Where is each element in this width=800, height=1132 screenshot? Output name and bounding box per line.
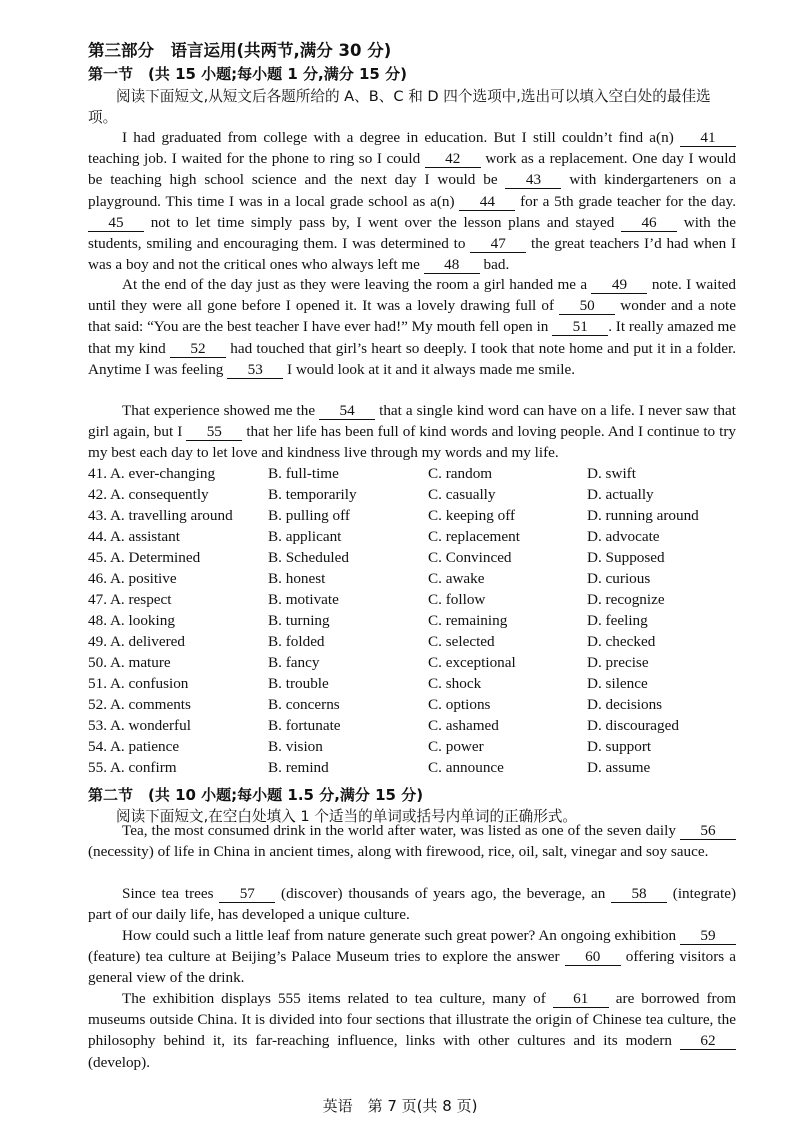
- section2-instruction: 阅读下面短文,在空白处填入 1 个适当的单词或括号内单词的正确形式。: [116, 808, 578, 825]
- option-44-b: B. applicant: [268, 528, 342, 545]
- blank-42: 42: [425, 150, 481, 168]
- option-45-d: D. Supposed: [587, 549, 665, 566]
- options-table: [88, 463, 748, 778]
- option-53-d: D. discouraged: [587, 717, 679, 734]
- option-51-c: C. shock: [428, 675, 482, 692]
- option-52-b: B. concerns: [268, 696, 340, 713]
- option-45-b: B. Scheduled: [268, 549, 349, 566]
- text: the great teachers I’d had when I was a boy and not the critical ones who always left me: [88, 235, 737, 274]
- option-48-c: C. remaining: [428, 612, 508, 629]
- option-53-c: C. ashamed: [428, 717, 499, 734]
- options-row-46: [88, 568, 748, 589]
- passage1-paragraph2: [88, 274, 736, 380]
- passage1-paragraph1: [88, 127, 736, 275]
- option-50-d: D. precise: [587, 654, 649, 671]
- option-50-c: C. exceptional: [428, 654, 516, 671]
- option-51-d: D. silence: [587, 675, 648, 692]
- text: (feature) tea culture at Beijing’s Palace Museum tries to explore the answer: [88, 948, 560, 966]
- text: That experience showed me the: [122, 402, 316, 419]
- blank-43: 43: [505, 171, 561, 189]
- option-48-d: D. feeling: [587, 612, 648, 629]
- section1-instruction: 阅读下面短文,从短文后各题所给的 A、B、C 和 D 四个选项中,选出可以填入空白处的最佳选项。: [88, 88, 711, 127]
- option-42-b: B. temporarily: [268, 486, 357, 503]
- blank-61: 61: [553, 990, 609, 1008]
- blank-60: 60: [565, 948, 621, 966]
- option-49-a: 49. A. delivered: [88, 633, 186, 650]
- option-42-c: C. casually: [428, 486, 496, 503]
- text: offering visitors a general view of the drink.: [88, 948, 737, 987]
- blank-53: 53: [227, 361, 283, 379]
- option-52-c: C. options: [428, 696, 491, 713]
- options-row-54: [88, 736, 748, 757]
- passage2-paragraph2: [88, 883, 736, 925]
- blank-54: 54: [319, 402, 375, 420]
- option-47-c: C. follow: [428, 591, 486, 608]
- blank-52: 52: [170, 340, 226, 358]
- text: had touched that girl’s heart so deeply. I took that note home and put it in a folder. Anytime I was feeling: [88, 339, 737, 378]
- options-row-44: [88, 526, 748, 547]
- blank-58: 58: [611, 885, 667, 903]
- blank-62: 62: [680, 1032, 736, 1050]
- options-row-41: [88, 463, 748, 484]
- passage2-paragraph1: [88, 820, 736, 862]
- text: note. I waited until they were all gone before I opened it. It was a lovely drawing full of: [88, 276, 736, 315]
- text: (develop).: [88, 1053, 150, 1071]
- option-55-b: B. remind: [268, 759, 329, 776]
- option-49-c: C. selected: [428, 633, 495, 650]
- option-53-a: 53. A. wonderful: [88, 717, 191, 734]
- text: How could such a little leaf from nature generate such great power? An ongoing exhibition: [122, 927, 677, 944]
- option-43-a: 43. A. travelling around: [88, 507, 233, 524]
- text: I had graduated from college with a degree in education. But I still couldn’t find a(n): [122, 129, 674, 146]
- text: teaching job. I waited for the phone to ring so I could: [88, 150, 421, 168]
- option-44-c: C. replacement: [428, 528, 520, 545]
- option-50-a: 50. A. mature: [88, 654, 171, 671]
- option-41-b: B. full-time: [268, 465, 339, 482]
- options-row-42: [88, 484, 748, 505]
- text: (discover) thousands of years ago, the beverage, an: [281, 885, 606, 902]
- option-46-c: C. awake: [428, 570, 485, 587]
- text: not to let time simply pass by, I went over the lesson plans and stayed: [150, 213, 615, 231]
- option-53-b: B. fortunate: [268, 717, 341, 734]
- text: (integrate) part of our daily life, has developed a unique culture.: [88, 885, 737, 924]
- blank-48: 48: [424, 256, 480, 274]
- option-47-d: D. recognize: [587, 591, 665, 608]
- option-48-a: 48. A. looking: [88, 612, 175, 629]
- option-47-a: 47. A. respect: [88, 591, 172, 608]
- options-row-45: [88, 547, 748, 568]
- blank-41: 41: [680, 129, 736, 147]
- option-55-c: C. announce: [428, 759, 504, 776]
- option-50-b: B. fancy: [268, 654, 320, 671]
- section2-heading: 第二节 (共 10 小题;每小题 1.5 分,满分 15 分): [88, 786, 424, 804]
- option-54-c: C. power: [428, 738, 484, 755]
- option-46-a: 46. A. positive: [88, 570, 177, 587]
- option-42-a: 42. A. consequently: [88, 486, 209, 503]
- option-45-a: 45. A. Determined: [88, 549, 201, 566]
- text: with kindergarteners on a playground. This time I was in a local grade school as a(n): [88, 171, 737, 210]
- option-52-d: D. decisions: [587, 696, 663, 713]
- blank-57: 57: [219, 885, 275, 903]
- option-51-b: B. trouble: [268, 675, 329, 692]
- blank-46: 46: [621, 214, 677, 232]
- option-46-b: B. honest: [268, 570, 326, 587]
- options-row-43: [88, 505, 748, 526]
- page-footer: 英语 第 7 页(共 8 页): [322, 1097, 478, 1115]
- option-55-a: 55. A. confirm: [88, 759, 177, 776]
- option-44-d: D. advocate: [587, 528, 660, 545]
- blank-51: 51: [552, 318, 608, 336]
- passage2-paragraph3: [88, 925, 736, 989]
- text: work as a replacement. One day I would be teaching high school science and the next day I would be: [88, 150, 737, 189]
- option-49-d: D. checked: [587, 633, 656, 650]
- option-45-c: C. Convinced: [428, 549, 512, 566]
- options-row-51: [88, 673, 748, 694]
- option-41-d: D. swift: [587, 465, 636, 482]
- text: for a 5th grade teacher for the day.: [520, 192, 737, 210]
- option-41-c: C. random: [428, 465, 493, 482]
- option-43-c: C. keeping off: [428, 507, 516, 524]
- option-54-b: B. vision: [268, 738, 323, 755]
- blank-56: 56: [680, 822, 736, 840]
- option-46-d: D. curious: [587, 570, 651, 587]
- text: Since tea trees: [122, 885, 214, 902]
- blank-55: 55: [186, 423, 242, 441]
- option-51-a: 51. A. confusion: [88, 675, 189, 692]
- text: with the students, smiling and encouraging them. I was determined to: [88, 213, 736, 253]
- passage1-paragraph3: [88, 400, 736, 464]
- text: that a single kind word can have on a life. I never saw that girl again, but I: [88, 402, 736, 441]
- options-row-47: [88, 589, 748, 610]
- text: I would look at it and it always made me smile.: [286, 360, 576, 378]
- options-row-48: [88, 610, 748, 631]
- option-55-d: D. assume: [587, 759, 651, 776]
- blank-45: 45: [88, 214, 144, 232]
- text: wonder and a note that said: “You are the best teacher I have ever had!” My mouth fell open in: [88, 297, 737, 336]
- text: Tea, the most consumed drink in the world after water, was listed as one of the seven daily: [122, 822, 676, 839]
- option-52-a: 52. A. comments: [88, 696, 191, 713]
- blank-44: 44: [459, 193, 515, 211]
- text: bad.: [483, 256, 510, 274]
- option-41-a: 41. A. ever-changing: [88, 465, 216, 482]
- blank-59: 59: [680, 927, 736, 945]
- options-row-49: [88, 631, 748, 652]
- text: At the end of the day just as they were leaving the room a girl handed me a: [122, 276, 588, 293]
- part-heading: 第三部分 语言运用(共两节,满分 30 分): [88, 41, 392, 60]
- text: that her life has been full of kind words and loving people. And I continue to try my best each day to let love and kindness live through my words and my life.: [88, 423, 737, 462]
- option-43-b: B. pulling off: [268, 507, 350, 524]
- blank-47: 47: [470, 235, 526, 253]
- blank-49: 49: [591, 276, 647, 294]
- passage2-paragraph4: [88, 988, 736, 1073]
- text: (necessity) of life in China in ancient times, along with firewood, rice, oil, salt, vinegar and soy sauce.: [88, 843, 709, 861]
- option-42-d: D. actually: [587, 486, 654, 503]
- text: are borrowed from museums outside China. It is divided into four sections that illustrate the origin of Chinese tea culture, the philosophy behind it, its far-reaching influence, links with other cultures and its modern: [88, 990, 737, 1050]
- options-row-55: [88, 757, 748, 778]
- option-49-b: B. folded: [268, 633, 325, 650]
- options-row-52: [88, 694, 748, 715]
- blank-50: 50: [559, 297, 615, 315]
- options-row-50: [88, 652, 748, 673]
- option-44-a: 44. A. assistant: [88, 528, 180, 545]
- option-43-d: D. running around: [587, 507, 699, 524]
- option-47-b: B. motivate: [268, 591, 339, 608]
- text: . It really amazed me that my kind: [88, 318, 736, 357]
- options-row-53: [88, 715, 748, 736]
- option-48-b: B. turning: [268, 612, 330, 629]
- option-54-d: D. support: [587, 738, 652, 755]
- section1-heading: 第一节 (共 15 小题;每小题 1 分,满分 15 分): [88, 65, 407, 83]
- text: The exhibition displays 555 items related to tea culture, many of: [122, 990, 546, 1007]
- option-54-a: 54. A. patience: [88, 738, 180, 755]
